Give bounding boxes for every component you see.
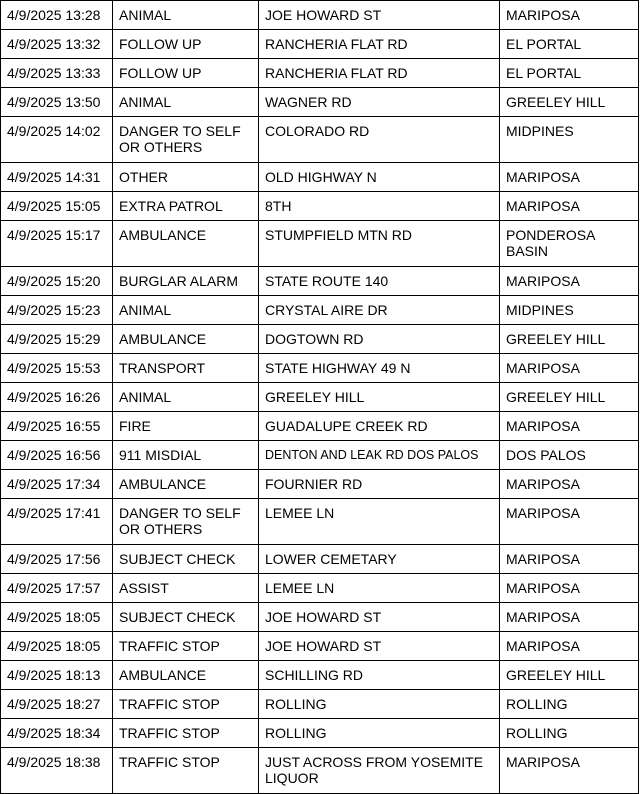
- type-cell: DANGER TO SELF OR OTHERS: [113, 499, 259, 545]
- datetime-cell: 4/9/2025 16:55: [1, 412, 113, 441]
- location-cell: JUST ACROSS FROM YOSEMITE LIQUOR: [259, 748, 500, 794]
- area-cell: EL PORTAL: [500, 30, 639, 59]
- type-cell: FOLLOW UP: [113, 30, 259, 59]
- location-cell: WAGNER RD: [259, 88, 500, 117]
- datetime-cell: 4/9/2025 14:02: [1, 117, 113, 163]
- datetime-cell: 4/9/2025 17:57: [1, 574, 113, 603]
- type-cell: AMBULANCE: [113, 661, 259, 690]
- datetime-cell: 4/9/2025 15:53: [1, 354, 113, 383]
- location-cell: JOE HOWARD ST: [259, 603, 500, 632]
- area-cell: MARIPOSA: [500, 1, 639, 30]
- location-cell: RANCHERIA FLAT RD: [259, 59, 500, 88]
- area-cell: MARIPOSA: [500, 470, 639, 499]
- area-cell: MARIPOSA: [500, 574, 639, 603]
- type-cell: FIRE: [113, 412, 259, 441]
- table-row: [1, 30, 639, 59]
- type-cell: BURGLAR ALARM: [113, 267, 259, 296]
- area-cell: MARIPOSA: [500, 267, 639, 296]
- type-cell: ANIMAL: [113, 88, 259, 117]
- area-cell: MIDPINES: [500, 117, 639, 163]
- type-cell: OTHER: [113, 163, 259, 192]
- table-row: [1, 603, 639, 632]
- location-cell: GUADALUPE CREEK RD: [259, 412, 500, 441]
- type-cell: AMBULANCE: [113, 325, 259, 354]
- type-cell: ASSIST: [113, 574, 259, 603]
- table-row: [1, 499, 639, 545]
- area-cell: MARIPOSA: [500, 545, 639, 574]
- location-cell: STATE HIGHWAY 49 N: [259, 354, 500, 383]
- type-cell: ANIMAL: [113, 1, 259, 30]
- table-row: [1, 192, 639, 221]
- area-cell: MIDPINES: [500, 296, 639, 325]
- location-cell: SCHILLING RD: [259, 661, 500, 690]
- area-cell: GREELEY HILL: [500, 88, 639, 117]
- datetime-cell: 4/9/2025 14:31: [1, 163, 113, 192]
- area-cell: EL PORTAL: [500, 59, 639, 88]
- type-cell: SUBJECT CHECK: [113, 603, 259, 632]
- type-cell: AMBULANCE: [113, 470, 259, 499]
- location-cell: COLORADO RD: [259, 117, 500, 163]
- location-cell: RANCHERIA FLAT RD: [259, 30, 500, 59]
- location-cell: OLD HIGHWAY N: [259, 163, 500, 192]
- datetime-cell: 4/9/2025 15:17: [1, 221, 113, 267]
- table-row: [1, 1, 639, 30]
- area-cell: MARIPOSA: [500, 354, 639, 383]
- area-cell: MARIPOSA: [500, 748, 639, 794]
- datetime-cell: 4/9/2025 16:26: [1, 383, 113, 412]
- table-row: [1, 574, 639, 603]
- table-row: [1, 383, 639, 412]
- datetime-cell: 4/9/2025 17:34: [1, 470, 113, 499]
- datetime-cell: 4/9/2025 18:34: [1, 719, 113, 748]
- type-cell: TRANSPORT: [113, 354, 259, 383]
- area-cell: PONDEROSA BASIN: [500, 221, 639, 267]
- location-cell: 8TH: [259, 192, 500, 221]
- type-cell: TRAFFIC STOP: [113, 632, 259, 661]
- table-row: [1, 412, 639, 441]
- datetime-cell: 4/9/2025 15:23: [1, 296, 113, 325]
- location-cell: JOE HOWARD ST: [259, 1, 500, 30]
- area-cell: MARIPOSA: [500, 192, 639, 221]
- incident-log-body: [1, 1, 639, 794]
- datetime-cell: 4/9/2025 13:33: [1, 59, 113, 88]
- table-row: [1, 354, 639, 383]
- location-cell: LOWER CEMETARY: [259, 545, 500, 574]
- table-row: [1, 163, 639, 192]
- type-cell: ANIMAL: [113, 296, 259, 325]
- area-cell: GREELEY HILL: [500, 661, 639, 690]
- table-row: [1, 325, 639, 354]
- location-cell: LEMEE LN: [259, 499, 500, 545]
- datetime-cell: 4/9/2025 17:56: [1, 545, 113, 574]
- type-cell: TRAFFIC STOP: [113, 690, 259, 719]
- datetime-cell: 4/9/2025 15:20: [1, 267, 113, 296]
- area-cell: MARIPOSA: [500, 412, 639, 441]
- datetime-cell: 4/9/2025 18:05: [1, 603, 113, 632]
- type-cell: TRAFFIC STOP: [113, 719, 259, 748]
- datetime-cell: 4/9/2025 13:50: [1, 88, 113, 117]
- type-cell: TRAFFIC STOP: [113, 748, 259, 794]
- table-row: [1, 632, 639, 661]
- datetime-cell: 4/9/2025 18:13: [1, 661, 113, 690]
- area-cell: GREELEY HILL: [500, 383, 639, 412]
- datetime-cell: 4/9/2025 16:56: [1, 441, 113, 470]
- table-row: [1, 59, 639, 88]
- type-cell: ANIMAL: [113, 383, 259, 412]
- table-row: [1, 441, 639, 470]
- table-row: [1, 661, 639, 690]
- location-cell: STUMPFIELD MTN RD: [259, 221, 500, 267]
- table-row: [1, 690, 639, 719]
- type-cell: EXTRA PATROL: [113, 192, 259, 221]
- datetime-cell: 4/9/2025 18:38: [1, 748, 113, 794]
- table-row: [1, 719, 639, 748]
- table-row: [1, 117, 639, 163]
- location-cell: JOE HOWARD ST: [259, 632, 500, 661]
- datetime-cell: 4/9/2025 13:28: [1, 1, 113, 30]
- type-cell: FOLLOW UP: [113, 59, 259, 88]
- datetime-cell: 4/9/2025 15:05: [1, 192, 113, 221]
- table-row: [1, 470, 639, 499]
- area-cell: MARIPOSA: [500, 632, 639, 661]
- datetime-cell: 4/9/2025 18:05: [1, 632, 113, 661]
- table-row: [1, 296, 639, 325]
- location-cell: DOGTOWN RD: [259, 325, 500, 354]
- location-cell: ROLLING: [259, 690, 500, 719]
- datetime-cell: 4/9/2025 15:29: [1, 325, 113, 354]
- area-cell: MARIPOSA: [500, 163, 639, 192]
- area-cell: ROLLING: [500, 690, 639, 719]
- datetime-cell: 4/9/2025 13:32: [1, 30, 113, 59]
- table-row: [1, 748, 639, 794]
- type-cell: AMBULANCE: [113, 221, 259, 267]
- area-cell: MARIPOSA: [500, 499, 639, 545]
- area-cell: GREELEY HILL: [500, 325, 639, 354]
- location-cell: DENTON AND LEAK RD DOS PALOS: [259, 441, 500, 470]
- table-row: [1, 267, 639, 296]
- area-cell: MARIPOSA: [500, 603, 639, 632]
- area-cell: DOS PALOS: [500, 441, 639, 470]
- location-cell: CRYSTAL AIRE DR: [259, 296, 500, 325]
- type-cell: SUBJECT CHECK: [113, 545, 259, 574]
- table-row: [1, 545, 639, 574]
- datetime-cell: 4/9/2025 17:41: [1, 499, 113, 545]
- location-cell: ROLLING: [259, 719, 500, 748]
- table-row: [1, 88, 639, 117]
- type-cell: DANGER TO SELF OR OTHERS: [113, 117, 259, 163]
- location-cell: GREELEY HILL: [259, 383, 500, 412]
- location-cell: FOURNIER RD: [259, 470, 500, 499]
- table-row: [1, 221, 639, 267]
- area-cell: ROLLING: [500, 719, 639, 748]
- location-cell: LEMEE LN: [259, 574, 500, 603]
- location-cell: STATE ROUTE 140: [259, 267, 500, 296]
- datetime-cell: 4/9/2025 18:27: [1, 690, 113, 719]
- type-cell: 911 MISDIAL: [113, 441, 259, 470]
